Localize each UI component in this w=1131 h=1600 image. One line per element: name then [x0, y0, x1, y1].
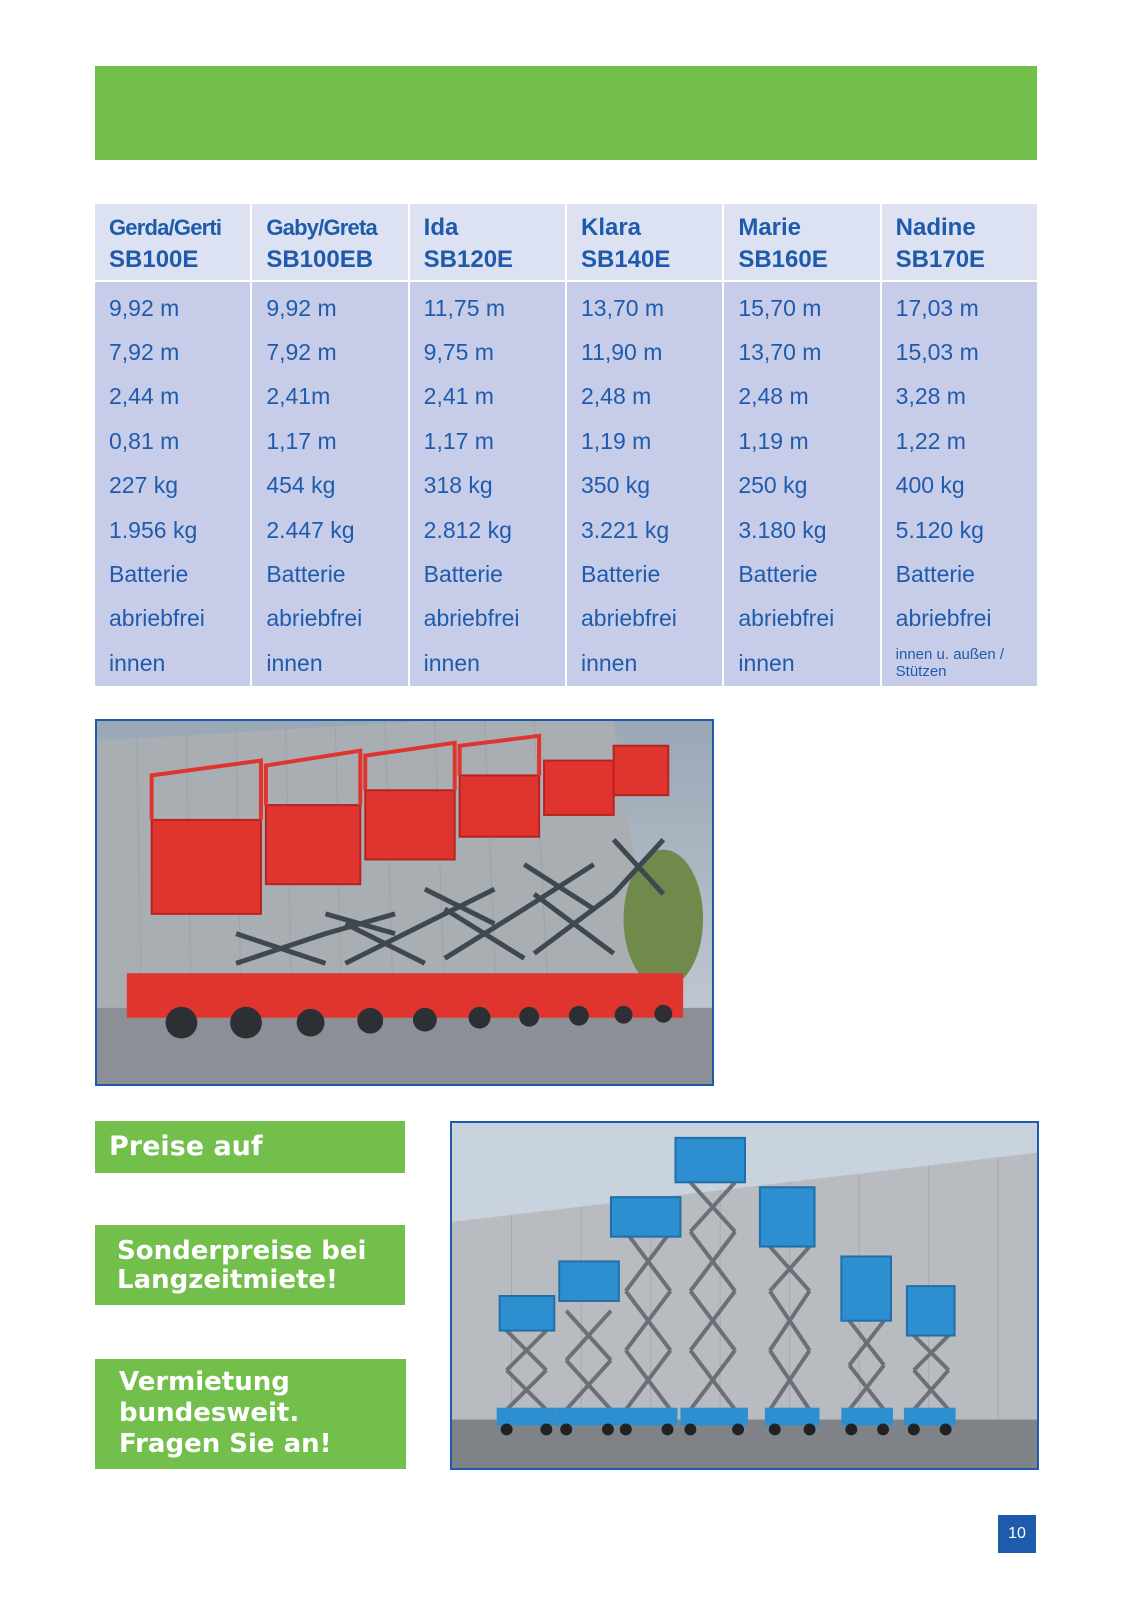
column-header: [882, 204, 1037, 280]
spec-value: 0,81 m: [109, 427, 180, 454]
spec-value: 15,70 m: [738, 294, 822, 321]
spec-column-gaby: [252, 204, 407, 686]
header-band: [95, 66, 1037, 160]
spec-value: 3.221 kg: [580, 516, 670, 543]
spec-value: innen: [580, 649, 638, 676]
column-body: [95, 282, 250, 686]
spec-column-nadine: [882, 204, 1037, 686]
spec-value: 1,22 m: [895, 427, 966, 454]
spec-value: innen: [109, 649, 166, 676]
promo-text: Preise auf Anfrage!: [109, 1131, 263, 1214]
spec-value: 1,19 m: [580, 427, 652, 454]
spec-column-klara: [567, 204, 722, 686]
spec-value: Batterie: [266, 561, 346, 588]
spec-value: innen: [423, 649, 480, 676]
spec-value: 17,03 m: [895, 294, 979, 321]
spec-value: 1,17 m: [266, 427, 337, 454]
spec-value: 13,70 m: [580, 294, 665, 321]
spec-value: Batterie: [423, 561, 503, 588]
column-header: [252, 204, 407, 280]
spec-value: 11,90 m: [580, 339, 663, 366]
spec-value: 2.812 kg: [423, 516, 512, 543]
spec-value: Batterie: [109, 561, 189, 588]
spec-value: 2.447 kg: [266, 516, 355, 543]
spec-column-gerda: [95, 204, 250, 686]
spec-value: Batterie: [738, 561, 818, 588]
spec-value: abriebfrei: [580, 605, 677, 632]
spec-column-ida: [410, 204, 565, 686]
spec-value: 318 kg: [423, 472, 493, 499]
usage-line: innen u. außen /: [895, 646, 1005, 664]
column-body: [724, 282, 879, 686]
page-number: 10: [998, 1515, 1036, 1553]
model-code: SB140E: [580, 246, 671, 273]
spec-value: 5.120 kg: [895, 516, 984, 543]
spec-value: 454 kg: [266, 472, 336, 499]
spec-value: 1,19 m: [738, 427, 809, 454]
blue-lifts-illustration: [452, 1123, 1037, 1468]
model-name: Klara: [580, 214, 642, 241]
spec-value: 350 kg: [580, 472, 651, 499]
promo-text: bundesweit.: [119, 1398, 300, 1428]
spec-value: 15,03 m: [895, 339, 979, 366]
spec-value: 3.180 kg: [738, 516, 827, 543]
usage-line: Stützen: [895, 663, 947, 681]
model-name: Gerda/Gerti: [109, 215, 222, 240]
model-name: Gaby/Greta: [266, 215, 377, 240]
promo-prices-on-request: [95, 1121, 405, 1214]
column-header: [410, 204, 565, 280]
column-header: [567, 204, 722, 280]
promo-text: Vermietung: [119, 1367, 290, 1397]
spec-value: 1.956 kg: [109, 516, 198, 543]
column-body: [567, 282, 722, 686]
photo-blue-scissor-lifts: [450, 1121, 1039, 1470]
spec-table: [95, 204, 1037, 684]
spec-value: 7,92 m: [266, 339, 337, 366]
spec-value: 400 kg: [895, 472, 965, 499]
spec-value: abriebfrei: [109, 605, 205, 632]
column-body: [410, 282, 565, 686]
promo-text: Fragen Sie an!: [119, 1429, 332, 1459]
promo-nationwide-rental: [95, 1359, 406, 1469]
promo-text: Sonderpreise bei: [117, 1236, 367, 1266]
spec-column-marie: [724, 204, 879, 686]
column-body: [882, 282, 1037, 686]
model-code: SB120E: [423, 246, 514, 273]
spec-value: 3,28 m: [895, 383, 966, 410]
model-name: Marie: [738, 214, 802, 241]
spec-value: 1,17 m: [423, 427, 494, 454]
spec-value: 11,75 m: [423, 294, 506, 321]
model-code: SB160E: [738, 246, 828, 273]
spec-value: 7,92 m: [109, 339, 180, 366]
model-code: SB100E: [109, 246, 199, 273]
spec-value: Batterie: [895, 561, 975, 588]
spec-value: abriebfrei: [266, 605, 363, 632]
promo-text: Langzeitmiete!: [117, 1265, 338, 1295]
column-body: [252, 282, 407, 686]
spec-value: 9,75 m: [423, 339, 494, 366]
spec-value: 9,92 m: [109, 294, 180, 321]
spec-value: 2,48 m: [580, 383, 652, 410]
spec-value: 2,48 m: [738, 383, 809, 410]
spec-value: 9,92 m: [266, 294, 337, 321]
model-name: Nadine: [895, 214, 976, 241]
spec-value: 13,70 m: [738, 339, 822, 366]
spec-value: 227 kg: [109, 472, 179, 499]
model-code: SB170E: [895, 246, 986, 273]
column-header: [724, 204, 879, 280]
spec-value: abriebfrei: [895, 605, 992, 632]
model-name: Ida: [423, 214, 459, 241]
spec-value: 2,44 m: [109, 383, 180, 410]
model-code: SB100EB: [266, 246, 374, 273]
spec-value: 2,41 m: [423, 383, 494, 410]
spec-value: 250 kg: [738, 472, 808, 499]
spec-value: abriebfrei: [423, 605, 520, 632]
red-lifts-illustration: [97, 721, 712, 1084]
spec-value: 2,41m: [266, 383, 331, 410]
spec-value: innen: [266, 649, 323, 676]
spec-value: Batterie: [580, 561, 661, 588]
promo-long-term-rental: [95, 1225, 405, 1305]
spec-value: innen: [738, 649, 795, 676]
spec-value-usage: [882, 641, 1037, 685]
spec-value: abriebfrei: [738, 605, 835, 632]
photo-red-scissor-lifts: [95, 719, 714, 1086]
column-header: [95, 204, 250, 280]
